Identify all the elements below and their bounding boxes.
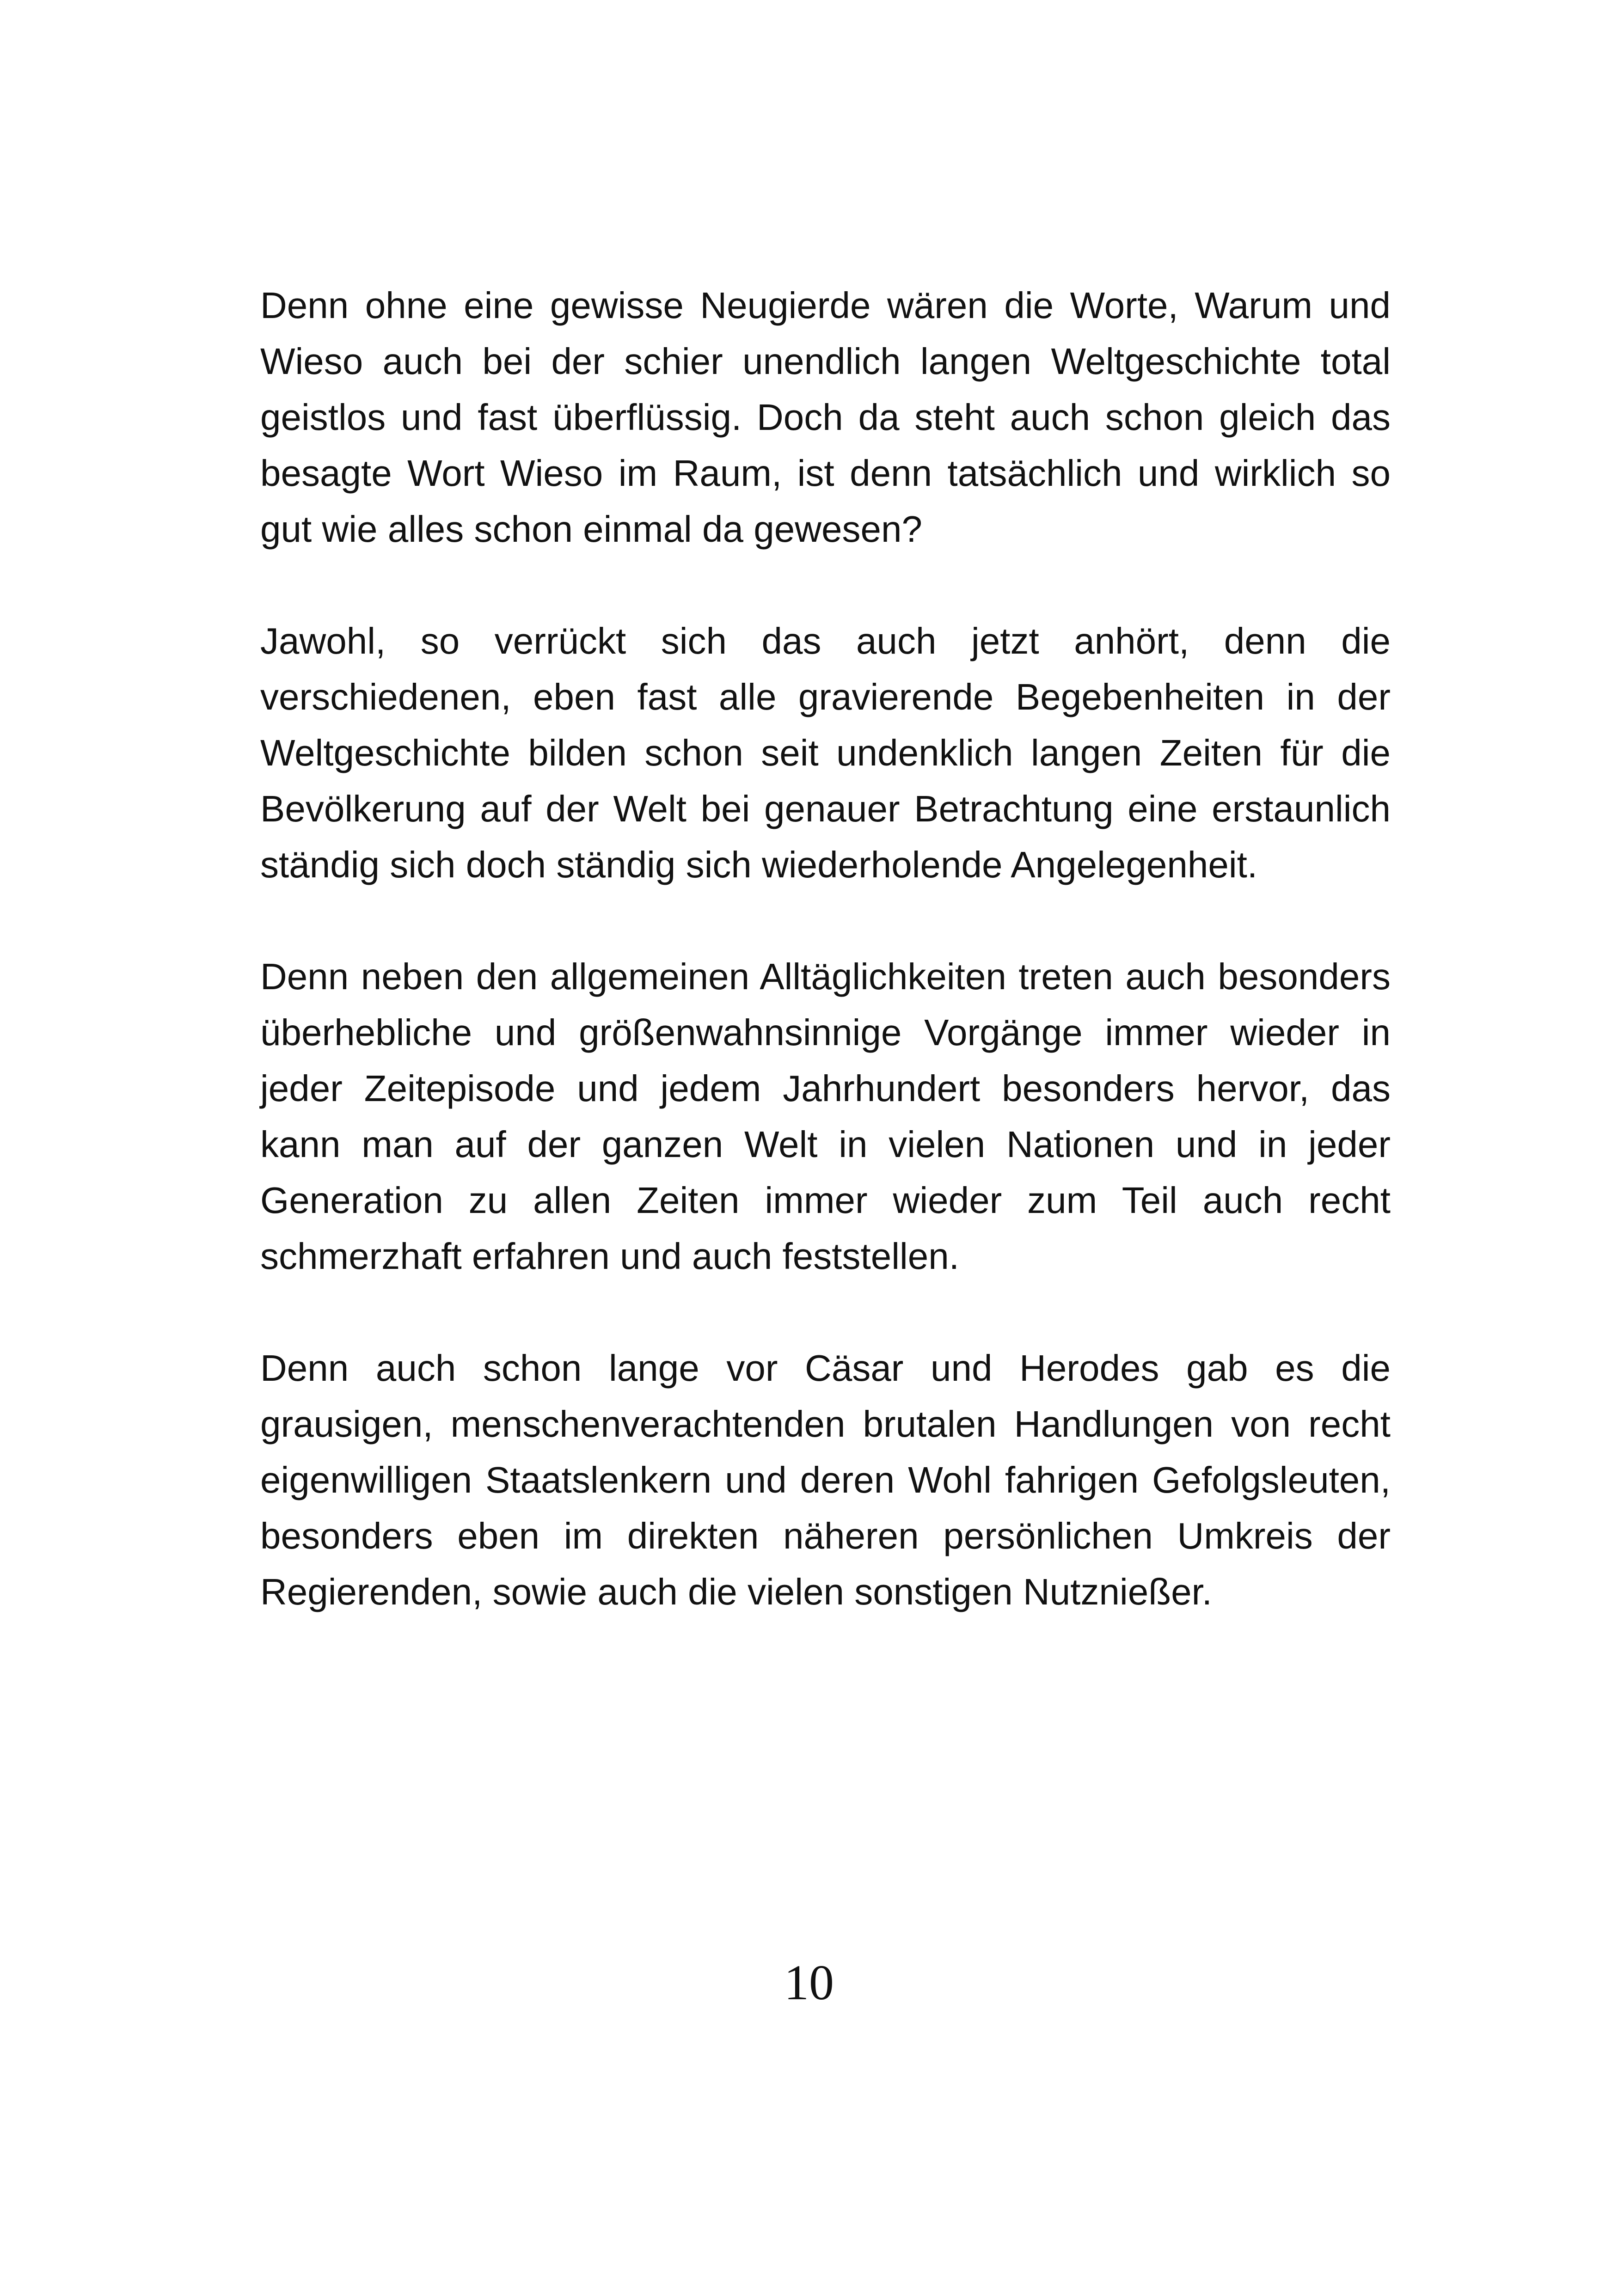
paragraph-3: Denn neben den allgemeinen Alltäglichkeiten treten auch besonders überhebliche und größenwahnsinnige Vorgänge immer wieder in jeder Zeitepisode und jedem Jahrhundert besonders hervor, das kann man auf der ganzen Welt in vielen Nationen und in jeder Generation zu allen Zeiten immer wieder zum Teil auch recht schmerzhaft erfahren und auch feststellen.: [260, 956, 1391, 1277]
page-number: 10: [784, 1955, 834, 2010]
body-text: [260, 277, 1391, 1676]
paragraph-2: Jawohl, so verrückt sich das auch jetzt anhört, denn die verschiedenen, eben fast alle gravierende Begebenheiten in der Weltgeschichte bilden schon seit undenklich langen Zeiten für die Bevölkerung auf der Welt bei genauer Betrachtung eine erstaunlich ständig sich doch ständig sich wiederholende Angelegenheit.: [260, 620, 1391, 885]
paragraph-1: Denn ohne eine gewisse Neugierde wären die Worte, Warum und Wieso auch bei der schier unendlich langen Weltgeschichte total geistlos und fast überflüssig. Doch da steht auch schon gleich das besagte Wort Wieso im Raum, ist denn tatsächlich und wirklich so gut wie alles schon einmal da gewesen?: [260, 285, 1391, 550]
paragraph-4: Denn auch schon lange vor Cäsar und Herodes gab es die grausigen, menschenverachtenden brutalen Handlungen von recht eigenwilligen Staatslenkern und deren Wohl fahrigen Gefolgsleuten, besonders eben im direkten näheren persönlichen Umkreis der Regierenden, sowie auch die vielen sonstigen Nutznießer.: [260, 1347, 1391, 1612]
